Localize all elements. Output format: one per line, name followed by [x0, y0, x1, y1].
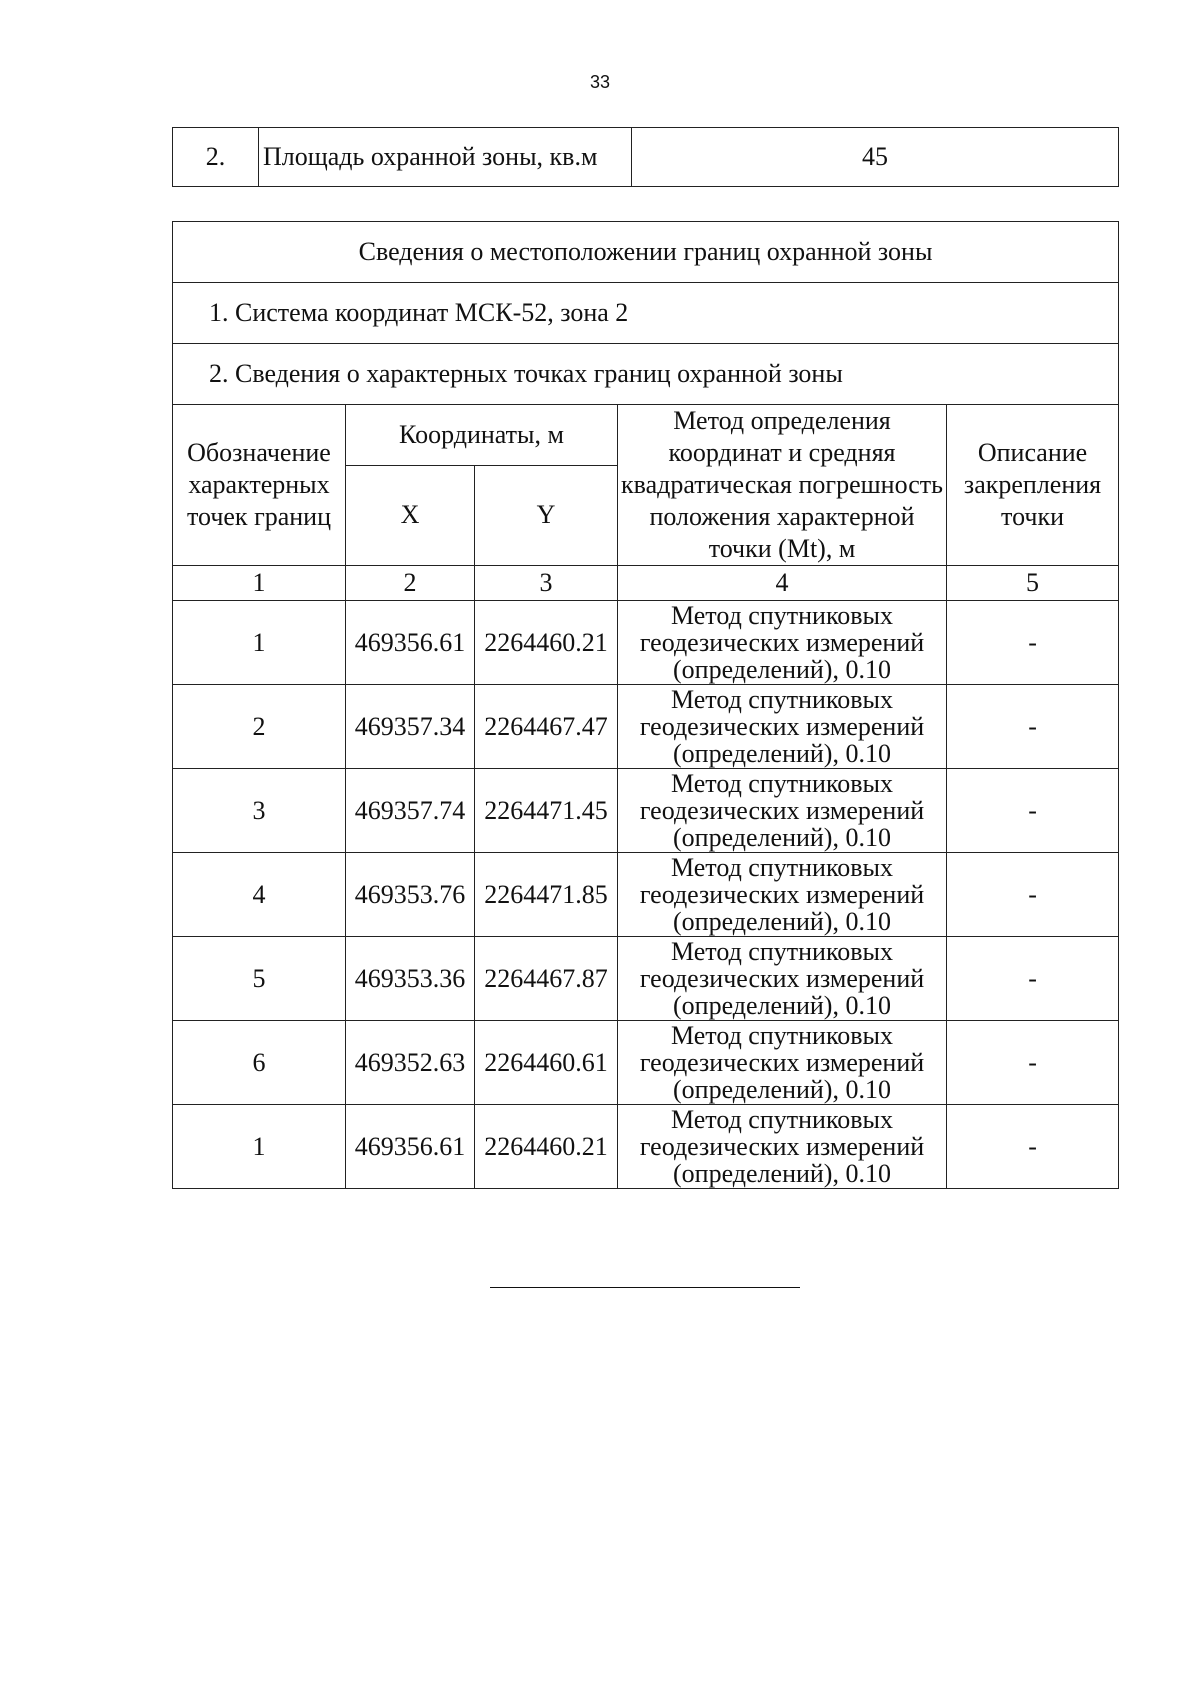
coord-y: 2264471.45	[475, 769, 618, 853]
coord-y: 2264467.47	[475, 685, 618, 769]
column-index: 5	[947, 566, 1119, 601]
header-description: Описание закрепления точки	[947, 405, 1119, 566]
method-cell: Метод спутниковых геодезических измерений (определений), 0.10	[618, 1105, 947, 1189]
coord-x: 469353.36	[346, 937, 475, 1021]
column-index: 1	[173, 566, 346, 601]
page-number: 33	[589, 72, 611, 92]
table-row	[173, 1105, 1119, 1189]
points-title-row	[173, 344, 1119, 405]
description-cell: -	[947, 937, 1119, 1021]
method-cell: Метод спутниковых геодезических измерений (определений), 0.10	[618, 853, 947, 937]
coord-x: 469352.63	[346, 1021, 475, 1105]
area-row-value: 45	[632, 128, 1119, 187]
description-cell: -	[947, 1021, 1119, 1105]
section-title-row	[173, 222, 1119, 283]
description-cell: -	[947, 1105, 1119, 1189]
boundary-info-table	[172, 221, 1119, 1189]
coord-y: 2264471.85	[475, 853, 618, 937]
description-cell: -	[947, 601, 1119, 685]
header-x: X	[346, 465, 475, 565]
column-index: 4	[618, 566, 947, 601]
header-row-top	[173, 405, 1119, 466]
table-row	[173, 853, 1119, 937]
coord-y: 2264467.87	[475, 937, 618, 1021]
method-cell: Метод спутниковых геодезических измерений (определений), 0.10	[618, 937, 947, 1021]
section-title: Сведения о местоположении границ охранной зоны	[173, 222, 1119, 283]
method-cell: Метод спутниковых геодезических измерений (определений), 0.10	[618, 1021, 947, 1105]
area-row-label: Площадь охранной зоны, кв.м	[259, 128, 632, 187]
table-row	[173, 601, 1119, 685]
table-row	[173, 769, 1119, 853]
table-row	[173, 685, 1119, 769]
column-index: 2	[346, 566, 475, 601]
coord-y: 2264460.21	[475, 1105, 618, 1189]
area-row	[173, 128, 1119, 187]
coord-x: 469357.34	[346, 685, 475, 769]
point-designation: 3	[173, 769, 346, 853]
table-row	[173, 1021, 1119, 1105]
method-cell: Метод спутниковых геодезических измерений (определений), 0.10	[618, 685, 947, 769]
coord-y: 2264460.21	[475, 601, 618, 685]
column-index-row	[173, 566, 1119, 601]
header-designation: Обозначение характерных точек границ	[173, 405, 346, 566]
footer-rule	[490, 1287, 800, 1288]
point-designation: 5	[173, 937, 346, 1021]
point-designation: 1	[173, 601, 346, 685]
description-cell: -	[947, 853, 1119, 937]
table-row	[173, 937, 1119, 1021]
point-designation: 1	[173, 1105, 346, 1189]
point-designation: 4	[173, 853, 346, 937]
point-designation: 6	[173, 1021, 346, 1105]
area-row-number: 2.	[173, 128, 259, 187]
coord-x: 469356.61	[346, 1105, 475, 1189]
method-cell: Метод спутниковых геодезических измерений (определений), 0.10	[618, 769, 947, 853]
coord-x: 469353.76	[346, 853, 475, 937]
column-index: 3	[475, 566, 618, 601]
coord-system-row	[173, 283, 1119, 344]
description-cell: -	[947, 769, 1119, 853]
method-cell: Метод спутниковых геодезических измерений (определений), 0.10	[618, 601, 947, 685]
header-y: Y	[475, 465, 618, 565]
area-table	[172, 127, 1119, 187]
points-title: 2. Сведения о характерных точках границ охранной зоны	[173, 344, 1119, 405]
point-designation: 2	[173, 685, 346, 769]
coord-y: 2264460.61	[475, 1021, 618, 1105]
coord-x: 469357.74	[346, 769, 475, 853]
header-coordinates: Координаты, м	[346, 405, 618, 466]
description-cell: -	[947, 685, 1119, 769]
header-method: Метод определения координат и средняя квадратическая погрешность положения характерной точки (Mt), м	[618, 405, 947, 566]
coord-system-label: 1. Система координат МСК-52, зона 2	[173, 283, 1119, 344]
coord-x: 469356.61	[346, 601, 475, 685]
